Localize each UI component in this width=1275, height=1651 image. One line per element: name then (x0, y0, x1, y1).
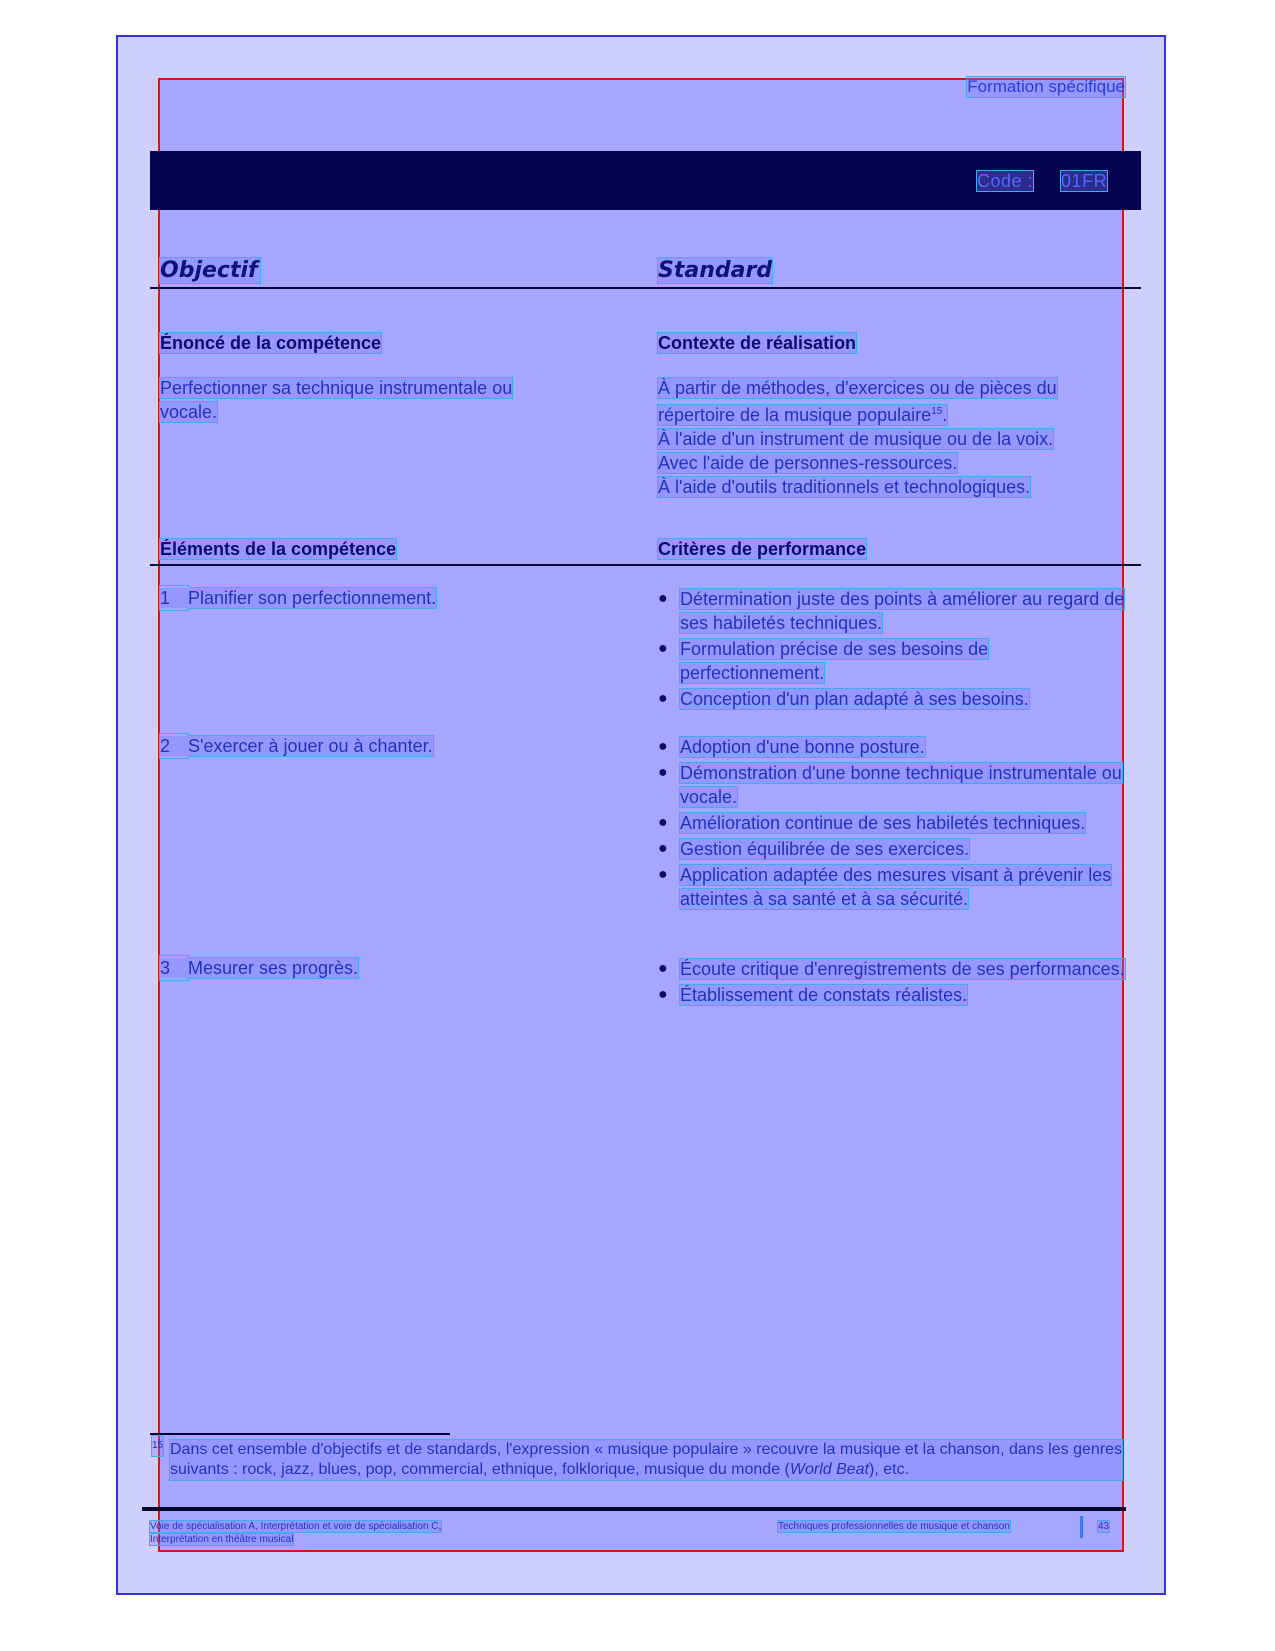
bullet-icon: ● (658, 640, 668, 657)
footnote-rule (150, 1433, 450, 1435)
bullet-icon: ● (658, 960, 668, 977)
critere-item: ● Adoption d'une bonne posture. (658, 737, 925, 757)
code-label: Code : (977, 171, 1034, 191)
contexte-heading: Contexte de réalisation (658, 333, 857, 353)
contexte-text: À partir de méthodes, d'exercices ou de pièces du répertoire de la musique populaire$^{15}$. À l'aide d'un instrument de musique ou de la voix. Avec l'aide de personnes-ressources. À l'aide d'outils traditionnels et technologiques. (658, 378, 1057, 497)
bullet-icon: ● (658, 866, 668, 883)
elements-rule (150, 564, 1141, 566)
critere-item: ● Formulation précise de ses besoins de perfectionnement. (658, 639, 989, 683)
critere-item: ● Établissement de constats réalistes. (658, 985, 968, 1005)
code-value: 01FR (1061, 171, 1108, 191)
standard-heading: Standard (658, 258, 773, 283)
footnote-text: Dans cet ensemble d'objectifs et de standards, l'expression « musique populaire » recouvre la musique et la chanson, dans les genres suivants : rock, jazz, blues, pop, commercial, ethnique, folklorique, musique du monde (World Beat), etc. (170, 1441, 1122, 1478)
critere-item: ● Gestion équilibrée de ses exercices. (658, 839, 970, 859)
critere-item: ● Détermination juste des points à améliorer au regard de ses habiletés techniques. (658, 589, 1125, 633)
header-kicker: Formation spécifique (967, 77, 1125, 96)
competence-heading: Énoncé de la compétence (160, 333, 382, 353)
critere-item: ● Écoute critique d'enregistrements de ses performances. (658, 959, 1125, 979)
objectif-heading: Objectif (160, 258, 260, 283)
criteres-2 (658, 735, 1128, 913)
bullet-icon: ● (658, 764, 668, 781)
criteres-heading: Critères de performance (658, 539, 867, 559)
elements-heading: Éléments de la compétence (160, 539, 397, 559)
critere-item: ● Conception d'un plan adapté à ses besoins. (658, 689, 1029, 709)
footer-separator (1080, 1516, 1083, 1538)
bullet-icon: ● (658, 814, 668, 831)
competence-text: Perfectionner sa technique instrumentale ou vocale. (160, 378, 513, 422)
heading-rule (150, 287, 1141, 289)
critere-item: ● Amélioration continue de ses habiletés techniques. (658, 813, 1086, 833)
critere-item: ● Application adaptée des mesures visant à prévenir les atteintes à sa santé et à sa sécurité. (658, 865, 1112, 909)
bullet-icon: ● (658, 738, 668, 755)
element-3: 3 Mesurer ses progrès. (160, 958, 359, 978)
critere-item: ● Démonstration d'une bonne technique instrumentale ou vocale. (658, 763, 1122, 807)
element-2: 2 S'exercer à jouer ou à chanter. (160, 736, 433, 756)
bullet-icon: ● (658, 986, 668, 1003)
criteres-1 (658, 587, 1128, 713)
bullet-icon: ● (658, 590, 668, 607)
footer-left: Voie de spécialisation A, Interprétation et voie de spécialisation C, Interprétation en théâtre musical (150, 1521, 442, 1545)
footnote-mark: 15 (152, 1436, 163, 1456)
page-number: 43 (1098, 1521, 1110, 1532)
criteres-3 (658, 957, 1128, 1009)
footnote (152, 1440, 1122, 1480)
code-field (977, 171, 1107, 192)
element-1: 1 Planifier son perfectionnement. (160, 588, 437, 608)
footer-rule (142, 1507, 1126, 1511)
bullet-icon: ● (658, 690, 668, 707)
footer-right: Techniques professionnelles de musique et chanson (778, 1521, 1010, 1532)
bullet-icon: ● (658, 840, 668, 857)
